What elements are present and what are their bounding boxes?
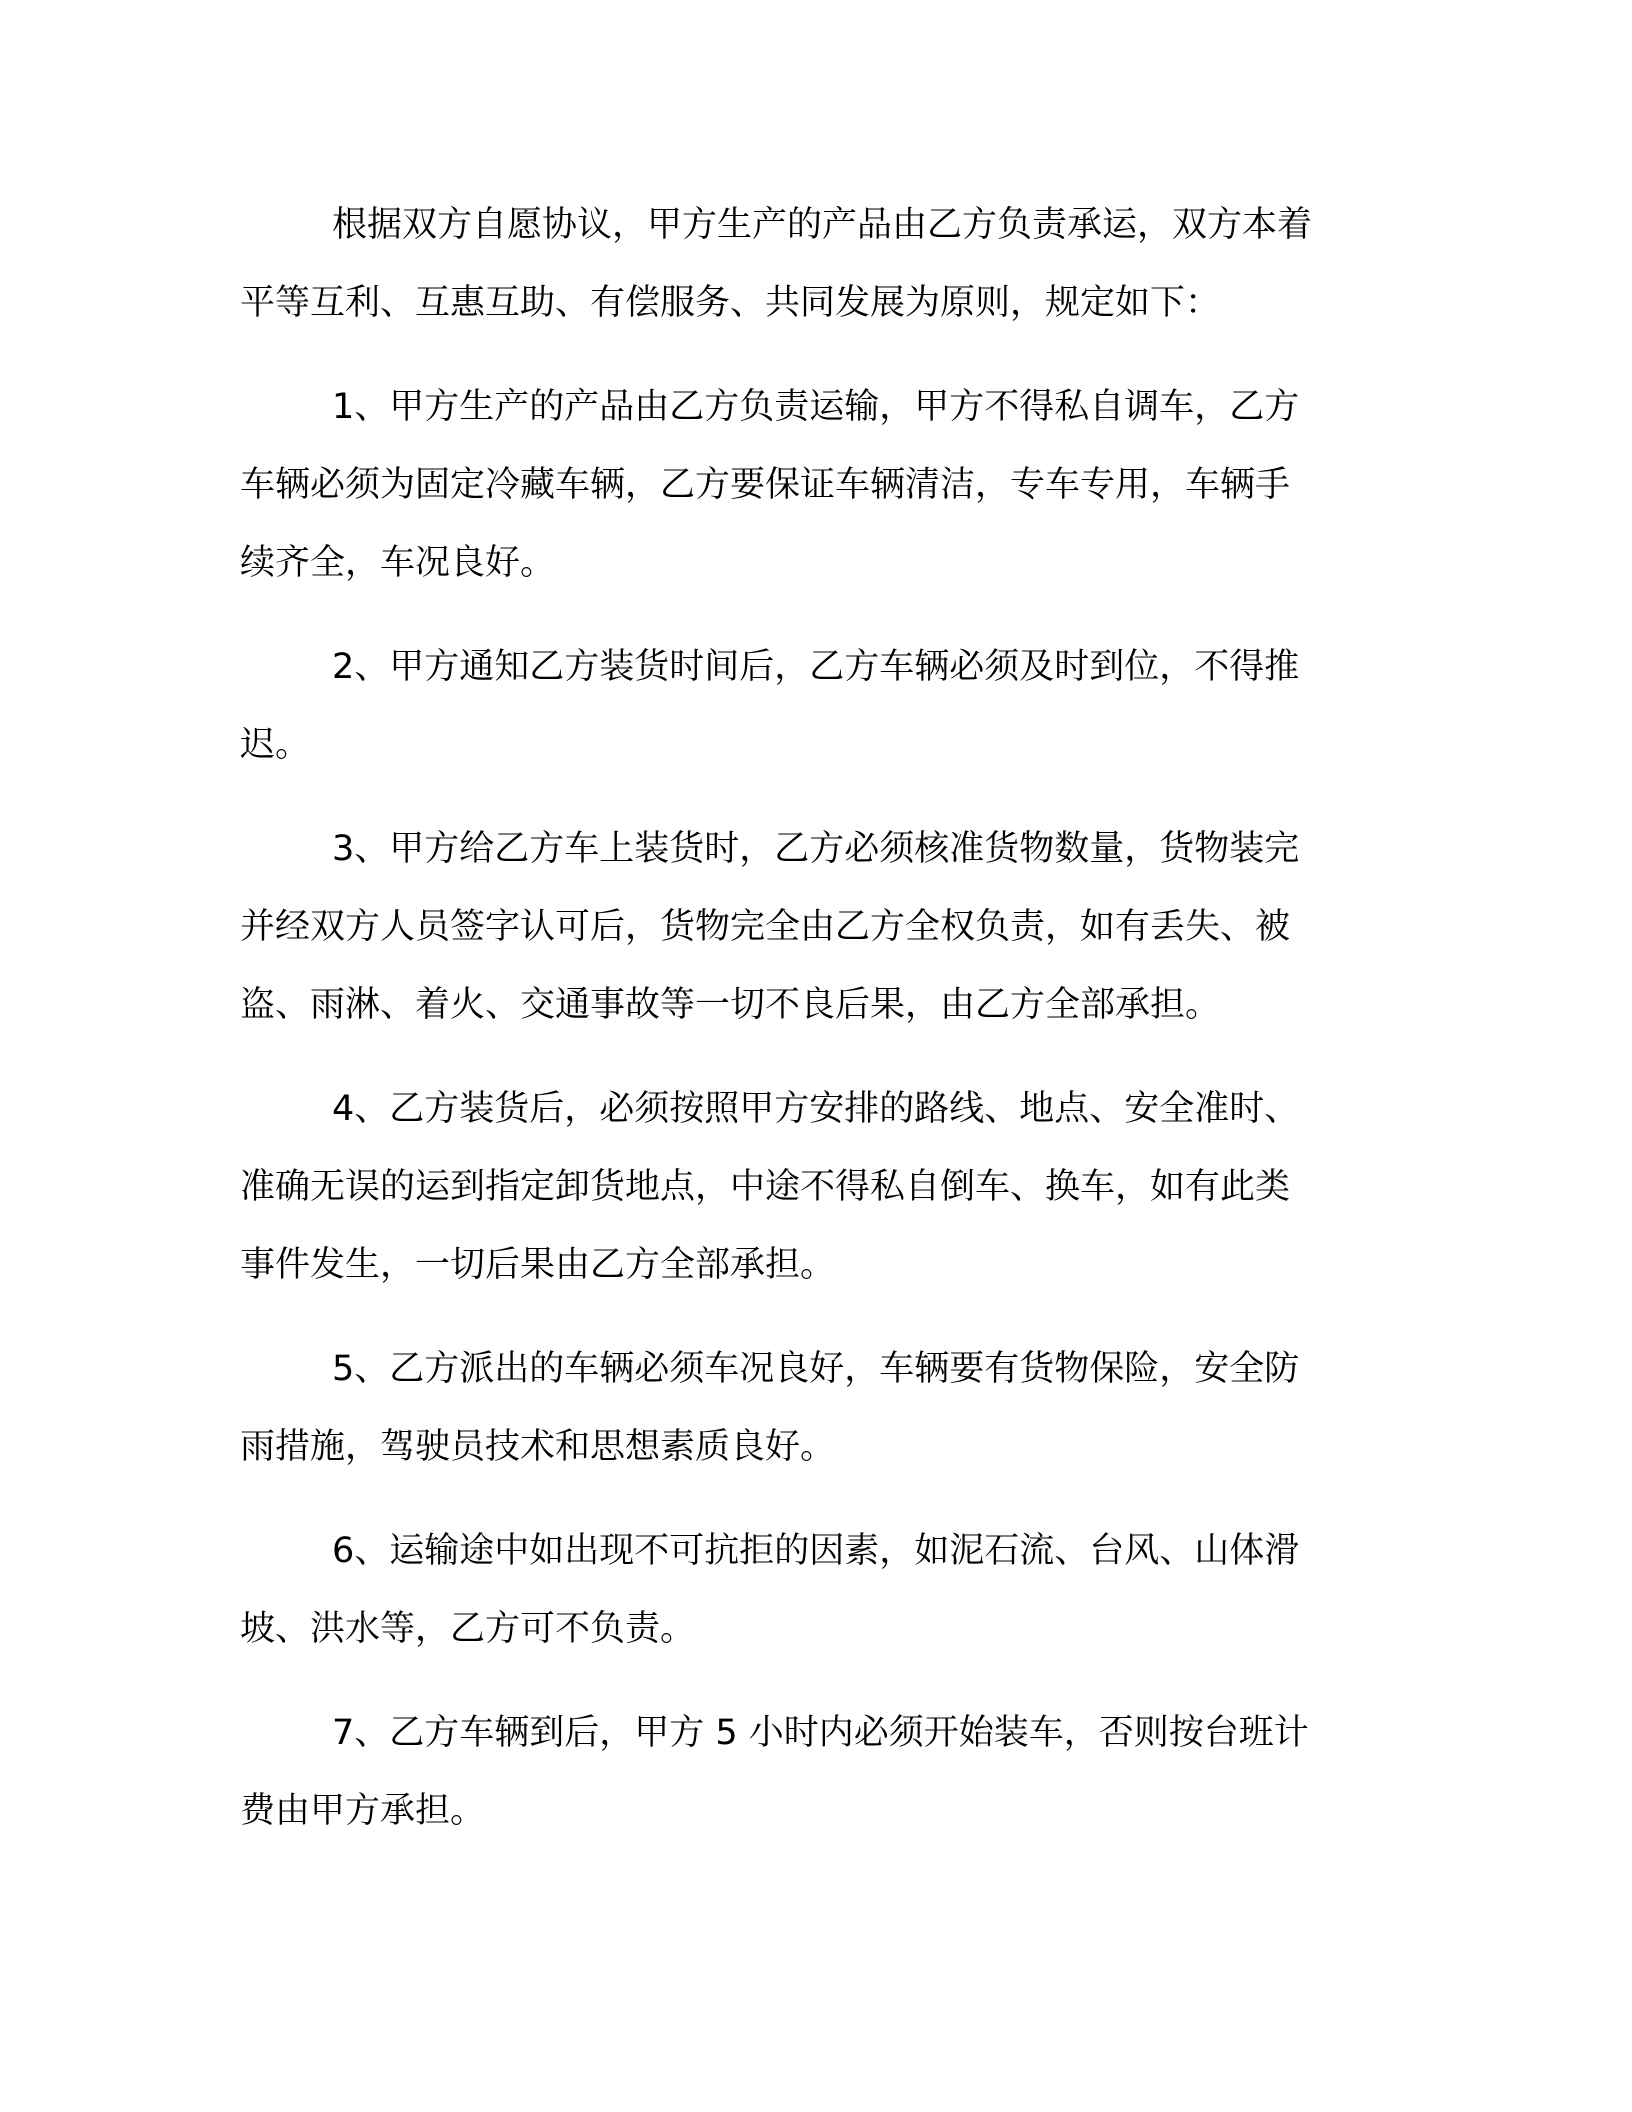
- paragraph-line: 续齐全，车况良好。: [240, 543, 556, 583]
- paragraph-line: 迟。: [240, 725, 311, 765]
- paragraph-line: 4、乙方装货后，必须按照甲方安排的路线、地点、安全准时、: [332, 1089, 1300, 1129]
- paragraph-line: 费由甲方承担。: [240, 1791, 486, 1831]
- paragraph-line: 3、甲方给乙方车上装货时，乙方必须核准货物数量，货物装完: [332, 829, 1300, 869]
- clause-7: [240, 1694, 1378, 1850]
- intro-paragraph: [240, 186, 1378, 342]
- paragraph-line: 7、乙方车辆到后，甲方 5 小时内必须开始装车，否则按台班计: [332, 1713, 1309, 1753]
- clause-6: [240, 1512, 1378, 1668]
- paragraph-line: 1、甲方生产的产品由乙方负责运输，甲方不得私自调车，乙方: [332, 387, 1300, 427]
- paragraph-line: 车辆必须为固定冷藏车辆，乙方要保证车辆清洁，专车专用，车辆手: [240, 465, 1291, 505]
- paragraph-line: 并经双方人员签字认可后，货物完全由乙方全权负责，如有丢失、被: [240, 907, 1291, 947]
- clause-3: [240, 810, 1378, 1044]
- document-body: [240, 186, 1378, 1876]
- paragraph-line: 事件发生，一切后果由乙方全部承担。: [240, 1245, 836, 1285]
- paragraph-line: 平等互利、互惠互助、有偿服务、共同发展为原则，规定如下：: [240, 283, 1221, 323]
- paragraph-line: 2、甲方通知乙方装货时间后，乙方车辆必须及时到位，不得推: [332, 647, 1300, 687]
- clause-1: [240, 368, 1378, 602]
- paragraph-line: 6、运输途中如出现不可抗拒的因素，如泥石流、台风、山体滑: [332, 1531, 1300, 1571]
- paragraph-line: 雨措施，驾驶员技术和思想素质良好。: [240, 1427, 836, 1467]
- paragraph-line: 坡、洪水等，乙方可不负责。: [240, 1609, 696, 1649]
- clause-4: [240, 1070, 1378, 1304]
- clause-5: [240, 1330, 1378, 1486]
- paragraph-line: 准确无误的运到指定卸货地点，中途不得私自倒车、换车，如有此类: [240, 1167, 1291, 1207]
- clause-2: [240, 628, 1378, 784]
- paragraph-line: 5、乙方派出的车辆必须车况良好，车辆要有货物保险，安全防: [332, 1349, 1300, 1389]
- paragraph-line: 盗、雨淋、着火、交通事故等一切不良后果，由乙方全部承担。: [240, 985, 1221, 1025]
- paragraph-line: 根据双方自愿协议，甲方生产的产品由乙方负责承运，双方本着: [332, 205, 1313, 245]
